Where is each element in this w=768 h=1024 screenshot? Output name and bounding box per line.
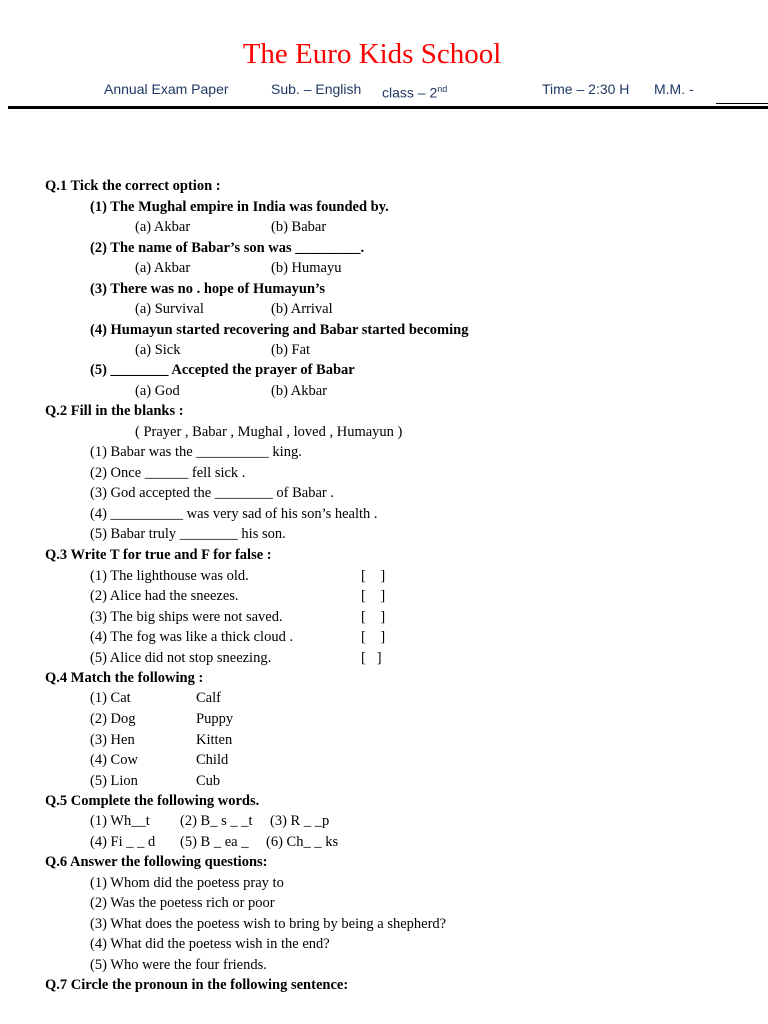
q7-title: Q.7 Circle the pronoun in the following sentence: (45, 977, 349, 993)
class-label (382, 80, 448, 101)
q6-question: (4) What did the poetess wish in the end? (90, 936, 330, 952)
q1-question: (3) There was no . hope of Humayun’s (90, 281, 325, 297)
q1-option-b: (b) Humayu (271, 260, 342, 276)
q4-left-item: (2) Dog (90, 711, 136, 727)
q5-word: (6) Ch_ _ ks (266, 834, 339, 850)
time-label: Time – 2:30 H (542, 81, 630, 97)
q1-option-a: (a) God (135, 383, 180, 399)
q3-answer-box: [ ] (361, 650, 382, 666)
q3-statement: (2) Alice had the sneezes. (90, 588, 239, 604)
q1-option-b: (b) Arrival (271, 301, 333, 317)
q2-item: (3) God accepted the ________ of Babar . (90, 485, 335, 501)
q4-right-item: Puppy (196, 711, 234, 727)
q1-question: (4) Humayun started recovering and Babar started becoming (90, 322, 469, 338)
q1-question: (1) The Mughal empire in India was founded by. (90, 199, 389, 215)
q4-left-item: (3) Hen (90, 732, 135, 748)
q6-question: (3) What does the poetess wish to bring by being a shepherd? (90, 916, 447, 932)
q6-question: (5) Who were the four friends. (90, 957, 267, 973)
q5-word: (4) Fi _ _ d (90, 834, 156, 850)
q4-right-item: Child (196, 752, 229, 768)
q3-statement: (3) The big ships were not saved. (90, 609, 283, 625)
q2-item: (1) Babar was the __________ king. (90, 444, 302, 460)
q6-question: (1) Whom did the poetess pray to (90, 875, 284, 891)
max-marks-label: M.M. - (654, 81, 694, 97)
q4-title: Q.4 Match the following : (45, 670, 204, 686)
class-prefix: class – 2 (382, 84, 438, 101)
q4-left-item: (1) Cat (90, 690, 131, 706)
q5-word: (5) B _ ea _ (180, 834, 249, 850)
q5-word: (3) R _ _p (270, 813, 330, 829)
q1-option-a: (a) Sick (135, 342, 181, 358)
q3-statement: (1) The lighthouse was old. (90, 568, 249, 584)
q2-title: Q.2 Fill in the blanks : (45, 403, 184, 419)
q1-option-a: (a) Akbar (135, 260, 191, 276)
q3-statement: (4) The fog was like a thick cloud . (90, 629, 294, 645)
exam-label: Annual Exam Paper (104, 81, 229, 97)
q4-left-item: (5) Lion (90, 773, 138, 789)
header-rule-thin (716, 103, 768, 104)
q2-item: (2) Once ______ fell sick . (90, 465, 246, 481)
q2-item: (4) __________ was very sad of his son’s health . (90, 506, 378, 522)
q3-answer-box: [ ] (361, 629, 386, 645)
q3-title: Q.3 Write T for true and F for false : (45, 547, 272, 563)
q1-option-b: (b) Akbar (271, 383, 327, 399)
subject-label: Sub. – English (271, 81, 362, 97)
q1-option-b: (b) Fat (271, 342, 311, 358)
q3-answer-box: [ ] (361, 568, 386, 584)
q5-word: (2) B_ s _ _t (180, 813, 253, 829)
q6-title: Q.6 Answer the following questions: (45, 854, 268, 870)
q1-option-a: (a) Survival (135, 301, 204, 317)
q3-statement: (5) Alice did not stop sneezing. (90, 650, 272, 666)
q1-question: (2) The name of Babar’s son was _________. (90, 240, 365, 256)
q5-word: (1) Wh__t (90, 813, 150, 829)
q4-right-item: Calf (196, 690, 221, 706)
q2-item: (5) Babar truly ________ his son. (90, 526, 286, 542)
q3-answer-box: [ ] (361, 588, 386, 604)
school-name: The Euro Kids School (242, 38, 502, 70)
q4-right-item: Kitten (196, 732, 233, 748)
q2-word-bank: ( Prayer , Babar , Mughal , loved , Humayun ) (135, 424, 403, 440)
class-suffix: nd (437, 84, 448, 94)
q3-answer-box: [ ] (361, 609, 386, 625)
q4-right-item: Cub (196, 773, 221, 789)
q6-question: (2) Was the poetess rich or poor (90, 895, 275, 911)
header-rule (8, 106, 768, 109)
q5-title: Q.5 Complete the following words. (45, 793, 260, 809)
q1-option-a: (a) Akbar (135, 219, 191, 235)
q1-title: Q.1 Tick the correct option : (45, 178, 221, 194)
q4-left-item: (4) Cow (90, 752, 138, 768)
q1-question: (5) ________ Accepted the prayer of Babar (90, 362, 355, 378)
q1-option-b: (b) Babar (271, 219, 327, 235)
